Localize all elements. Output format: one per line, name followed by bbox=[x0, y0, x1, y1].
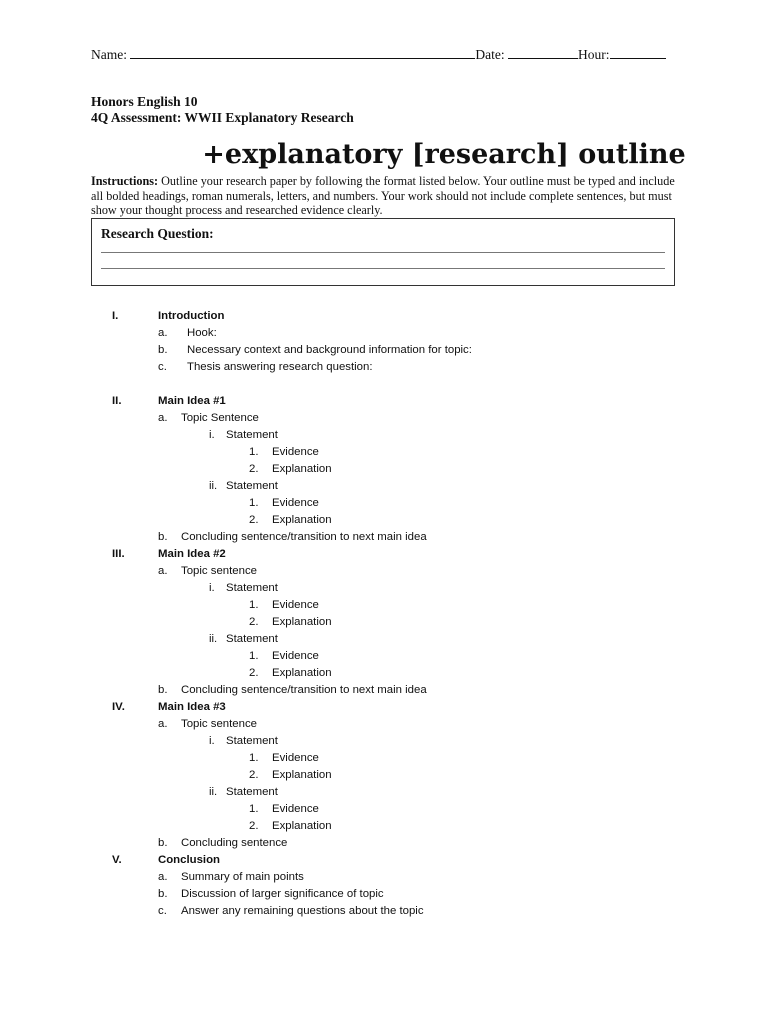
outline-item bbox=[0, 767, 770, 784]
outline-item bbox=[0, 563, 770, 580]
outline-text: Topic sentence bbox=[181, 565, 257, 577]
outline-item bbox=[0, 903, 770, 920]
outline-item bbox=[0, 410, 770, 427]
outline-text: Explanation bbox=[272, 820, 332, 832]
outline-item bbox=[0, 648, 770, 665]
outline-item bbox=[0, 801, 770, 818]
outline-text: Evidence bbox=[272, 803, 319, 815]
outline-text: Discussion of larger significance of topic bbox=[181, 888, 384, 900]
outline-text: Evidence bbox=[272, 752, 319, 764]
course-name: Honors English 10 bbox=[91, 94, 198, 109]
outline-text: Explanation bbox=[272, 514, 332, 526]
outline-text: Evidence bbox=[272, 599, 319, 611]
outline-text: Necessary context and background information for topic: bbox=[187, 344, 472, 356]
outline-text: Topic Sentence bbox=[181, 412, 259, 424]
outline-text: Main Idea #3 bbox=[158, 701, 226, 713]
outline-text: Statement bbox=[226, 633, 278, 645]
outline-text: Introduction bbox=[158, 310, 225, 322]
outline-section bbox=[0, 308, 770, 325]
outline-item bbox=[0, 580, 770, 597]
outline-item bbox=[0, 529, 770, 546]
outline-text: Explanation bbox=[272, 463, 332, 475]
outline-marker: a. bbox=[158, 871, 168, 883]
outline-marker: 1. bbox=[249, 650, 259, 662]
outline-marker: a. bbox=[158, 565, 168, 577]
outline-item bbox=[0, 512, 770, 529]
outline-marker: i. bbox=[209, 582, 215, 594]
outline-item bbox=[0, 733, 770, 750]
outline-section bbox=[0, 393, 770, 410]
research-question-label: Research Question: bbox=[101, 226, 214, 241]
outline-item bbox=[0, 461, 770, 478]
outline-item bbox=[0, 427, 770, 444]
outline-text: Conclusion bbox=[158, 854, 221, 866]
outline-item bbox=[0, 682, 770, 699]
outline-section bbox=[0, 852, 770, 869]
hour-label: Hour: bbox=[578, 47, 610, 62]
outline-marker: ii. bbox=[209, 480, 218, 492]
instructions-label: Instructions: bbox=[91, 174, 159, 188]
outline-item bbox=[0, 750, 770, 767]
instructions-text: Outline your research paper by following the format listed below. Your outline must be typed and include all bolded headings, roman numerals, letters, and numbers. Your work should not include complete sentences, but must show your thought process and researched evidence clearly. bbox=[91, 174, 675, 217]
outline-text: Summary of main points bbox=[181, 871, 304, 883]
outline-marker: b. bbox=[158, 684, 168, 696]
outline-text: Topic sentence bbox=[181, 718, 257, 730]
outline-marker: 2. bbox=[249, 463, 259, 475]
answer-line bbox=[101, 268, 665, 269]
outline-marker: V. bbox=[112, 854, 122, 866]
outline-text: Evidence bbox=[272, 446, 319, 458]
outline-text: Main Idea #1 bbox=[158, 395, 226, 407]
outline-text: Explanation bbox=[272, 667, 332, 679]
student-info-line bbox=[91, 46, 691, 63]
outline-item bbox=[0, 614, 770, 631]
date-field[interactable] bbox=[508, 46, 578, 59]
outline-marker: a. bbox=[158, 718, 168, 730]
outline-marker: 2. bbox=[249, 820, 259, 832]
outline-marker: c. bbox=[158, 361, 167, 373]
outline-marker: III. bbox=[112, 548, 125, 560]
outline-marker: i. bbox=[209, 429, 215, 441]
outline-item bbox=[0, 495, 770, 512]
outline-section bbox=[0, 546, 770, 563]
outline-marker: I. bbox=[112, 310, 119, 322]
outline-item bbox=[0, 359, 770, 376]
outline-text: Statement bbox=[226, 429, 278, 441]
outline-section bbox=[0, 699, 770, 716]
outline-text: Concluding sentence bbox=[181, 837, 288, 849]
answer-line bbox=[101, 252, 665, 253]
outline-item bbox=[0, 597, 770, 614]
outline-text: Concluding sentence/transition to next main idea bbox=[181, 531, 427, 543]
outline-marker: b. bbox=[158, 837, 168, 849]
hour-field[interactable] bbox=[610, 46, 666, 59]
outline-item bbox=[0, 784, 770, 801]
outline-marker: b. bbox=[158, 888, 168, 900]
outline-text: Statement bbox=[226, 582, 278, 594]
name-field[interactable] bbox=[130, 46, 475, 59]
outline-item bbox=[0, 869, 770, 886]
outline-marker: c. bbox=[158, 905, 167, 917]
outline-marker: 1. bbox=[249, 752, 259, 764]
outline-marker: 2. bbox=[249, 616, 259, 628]
outline-marker: 1. bbox=[249, 599, 259, 611]
outline-text: Main Idea #2 bbox=[158, 548, 226, 560]
outline-marker: 1. bbox=[249, 803, 259, 815]
outline-marker: a. bbox=[158, 412, 168, 424]
outline-marker: ii. bbox=[209, 786, 218, 798]
outline-text: Hook: bbox=[187, 327, 217, 339]
outline-text: Explanation bbox=[272, 769, 332, 781]
outline-item bbox=[0, 665, 770, 682]
outline-marker: ii. bbox=[209, 633, 218, 645]
course-info bbox=[91, 94, 354, 126]
outline-text: Evidence bbox=[272, 650, 319, 662]
outline-marker: 1. bbox=[249, 497, 259, 509]
instructions bbox=[91, 174, 681, 218]
outline-item bbox=[0, 835, 770, 852]
outline-item bbox=[0, 716, 770, 733]
outline-marker: 2. bbox=[249, 514, 259, 526]
outline-marker: 2. bbox=[249, 667, 259, 679]
outline-text: Concluding sentence/transition to next main idea bbox=[181, 684, 427, 696]
outline-item bbox=[0, 478, 770, 495]
outline-text: Thesis answering research question: bbox=[187, 361, 373, 373]
outline-item bbox=[0, 444, 770, 461]
outline-marker: i. bbox=[209, 735, 215, 747]
outline-marker: IV. bbox=[112, 701, 125, 713]
outline-text: Explanation bbox=[272, 616, 332, 628]
outline-item bbox=[0, 886, 770, 903]
outline-item bbox=[0, 818, 770, 835]
outline-marker: 2. bbox=[249, 769, 259, 781]
outline-marker: 1. bbox=[249, 446, 259, 458]
outline-text: Statement bbox=[226, 480, 278, 492]
research-question-box[interactable] bbox=[91, 218, 675, 286]
outline-item bbox=[0, 325, 770, 342]
assessment-name: 4Q Assessment: WWII Explanatory Research bbox=[91, 110, 354, 125]
outline-marker: b. bbox=[158, 344, 168, 356]
outline-text: Evidence bbox=[272, 497, 319, 509]
outline-text: Statement bbox=[226, 786, 278, 798]
name-label: Name: bbox=[91, 47, 127, 62]
outline-marker: b. bbox=[158, 531, 168, 543]
outline-item bbox=[0, 631, 770, 648]
outline-marker: II. bbox=[112, 395, 122, 407]
outline-marker: a. bbox=[158, 327, 168, 339]
outline-text: Statement bbox=[226, 735, 278, 747]
page-title: +explanatory [research] outline bbox=[202, 139, 686, 170]
outline-item bbox=[0, 342, 770, 359]
outline-text: Answer any remaining questions about the topic bbox=[181, 905, 424, 917]
date-label: Date: bbox=[475, 47, 505, 62]
